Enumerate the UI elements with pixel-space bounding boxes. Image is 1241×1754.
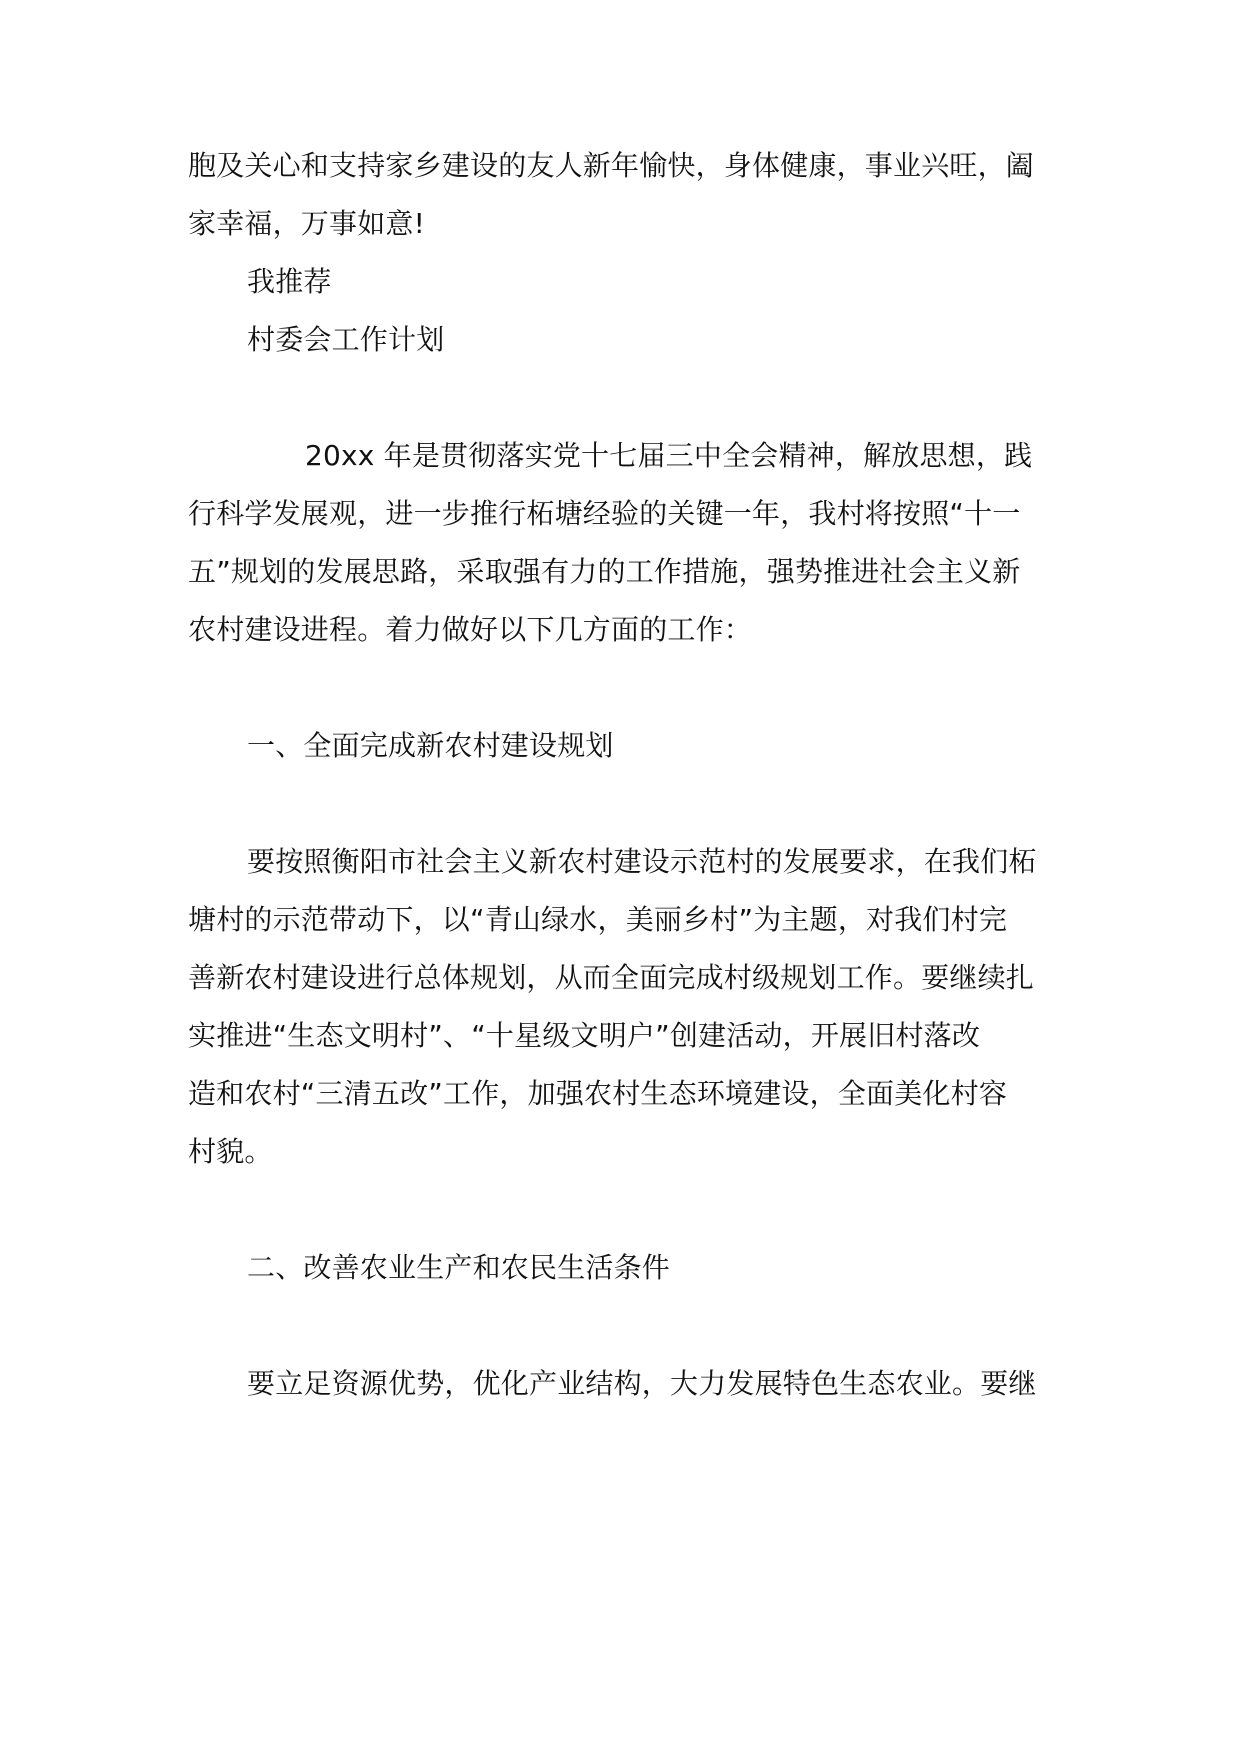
paragraph-line: 胞及关心和支持家乡建设的友人新年愉快，身体健康，事业兴旺，阖 [188,149,1035,182]
paragraph-line: 善新农村建设进行总体规划，从而全面完成村级规划工作。要继续扎 [188,961,1035,994]
paragraph-line: 要按照衡阳市社会主义新农村建设示范村的发展要求，在我们柘 [247,845,1037,878]
paragraph-line: 行科学发展观，进一步推行柘塘经验的关键一年，我村将按照“十一 [188,497,1021,530]
paragraph-line: 村貌。 [188,1135,273,1168]
paragraph-line: 造和农村“三清五改”工作，加强农村生态环境建设，全面美化村容 [188,1077,1008,1110]
paragraph-line: 塘村的示范带动下，以“青山绿水，美丽乡村”为主题，对我们村完 [188,903,1008,936]
paragraph-line: 农村建设进程。着力做好以下几方面的工作： [188,613,753,646]
section-title: 村委会工作计划 [247,323,445,356]
heading-2: 二、改善农业生产和农民生活条件 [247,1251,671,1284]
paragraph-line: 实推进“生态文明村”、“十星级文明户”创建活动，开展旧村落改 [188,1019,981,1052]
paragraph-line: 五”规划的发展思路，采取强有力的工作措施，强势推进社会主义新 [188,555,1021,588]
heading-1: 一、全面完成新农村建设规划 [247,729,614,762]
recommend-label: 我推荐 [247,265,332,298]
paragraph-line: 20xx 年是贯彻落实党十七届三中全会精神，解放思想，践 [305,439,1033,472]
paragraph-line: 家幸福，万事如意! [188,207,426,240]
paragraph-line: 要立足资源优势，优化产业结构，大力发展特色生态农业。要继 [247,1367,1037,1400]
